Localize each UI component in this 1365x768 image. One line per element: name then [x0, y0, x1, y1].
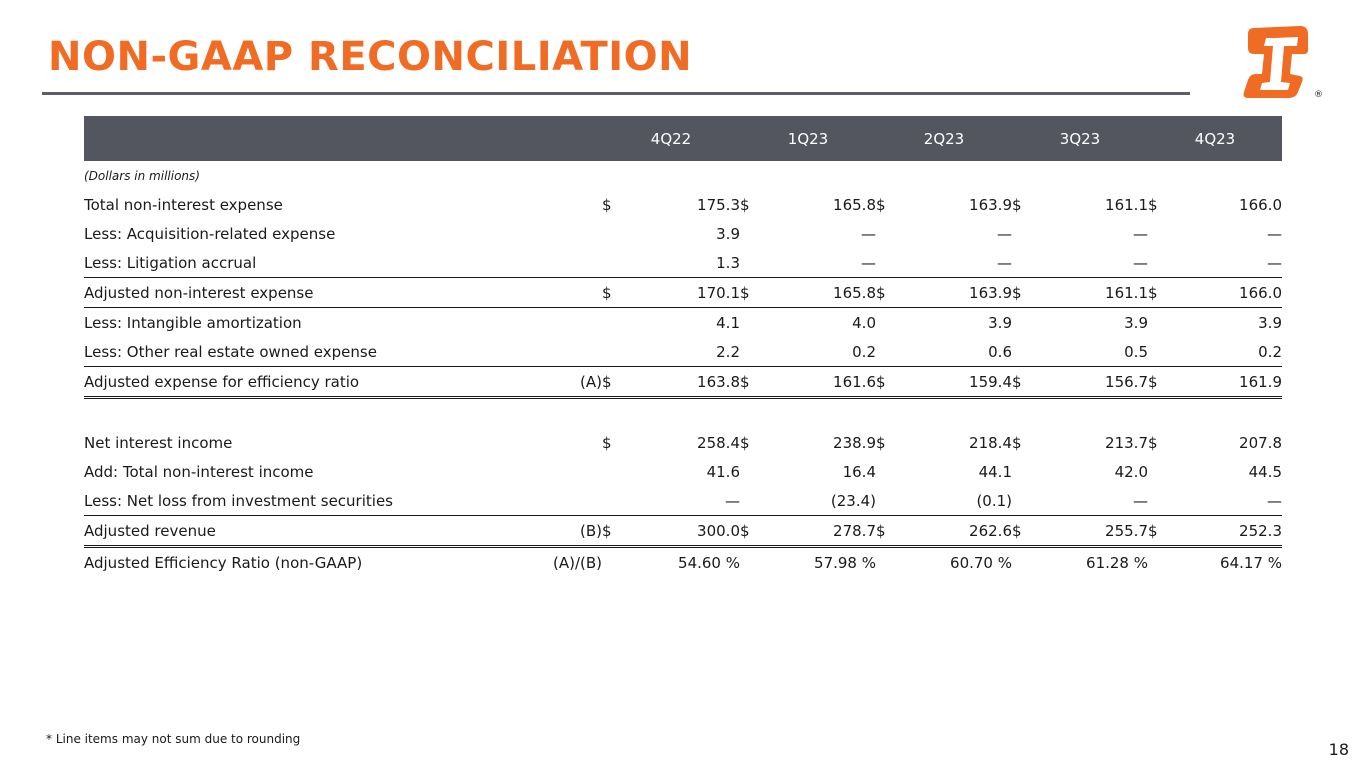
table-row [84, 190, 1282, 219]
cell-value: 41.6 [706, 462, 740, 481]
cell-value: 161.9 [1174, 367, 1282, 398]
row-reference: (B) [504, 516, 602, 547]
units-note-row [84, 161, 1282, 190]
currency-symbol [602, 547, 630, 578]
cell-value: 61.28 % [1086, 553, 1148, 572]
row-label: Adjusted revenue [84, 516, 504, 547]
row-reference [504, 278, 602, 308]
currency-symbol: $ [876, 195, 886, 214]
currency-symbol [602, 486, 630, 516]
currency-symbol [1012, 219, 1038, 248]
row-label: Net interest income [84, 433, 233, 452]
table-row [84, 428, 1282, 457]
table-row [84, 278, 1282, 308]
row-label: Less: Intangible amortization [84, 308, 504, 338]
row-reference [504, 457, 602, 486]
cell-value: 60.70 % [950, 553, 1012, 572]
currency-symbol [740, 308, 766, 338]
cell-value: 4.1 [630, 308, 740, 338]
currency-symbol: $ [876, 516, 902, 547]
currency-symbol: $ [876, 278, 902, 308]
currency-symbol: $ [740, 433, 750, 452]
currency-symbol: $ [740, 516, 766, 547]
cell-value: 64.17 % [1220, 553, 1282, 572]
row-label: Less: Acquisition-related expense [84, 224, 336, 243]
table-row [84, 547, 1282, 578]
currency-symbol [876, 337, 902, 367]
registered-mark: ® [1314, 90, 1323, 100]
currency-symbol: $ [1148, 195, 1158, 214]
row-label: Less: Net loss from investment securities [84, 491, 393, 510]
currency-symbol [1148, 486, 1174, 516]
currency-symbol [876, 547, 902, 578]
cell-value: — [1133, 253, 1148, 272]
currency-symbol: $ [602, 278, 630, 308]
currency-symbol: $ [1148, 516, 1174, 547]
column-header: 3Q23 [1012, 116, 1148, 161]
currency-symbol: $ [876, 433, 886, 452]
row-reference [504, 428, 602, 457]
page-number: 18 [1328, 740, 1349, 759]
currency-symbol [602, 219, 630, 248]
cell-value: — [1267, 224, 1282, 243]
currency-symbol [876, 248, 902, 278]
table-row [84, 367, 1282, 398]
cell-value: — [997, 224, 1012, 243]
company-logo-icon [1240, 24, 1322, 100]
currency-symbol [1012, 308, 1038, 338]
currency-symbol [1012, 457, 1038, 486]
table-row [84, 337, 1282, 367]
currency-symbol [1012, 248, 1038, 278]
row-label: Less: Litigation accrual [84, 253, 257, 272]
cell-value: 0.5 [1124, 342, 1148, 361]
cell-value: 170.1 [630, 278, 740, 308]
currency-symbol [1148, 248, 1174, 278]
cell-value: 3.9 [902, 308, 1012, 338]
currency-symbol [740, 457, 766, 486]
cell-value: (0.1) [976, 491, 1012, 510]
cell-value: — [861, 224, 876, 243]
cell-value: — [1267, 253, 1282, 272]
cell-value: 159.4 [902, 367, 1012, 398]
currency-symbol [1148, 547, 1174, 578]
currency-symbol: $ [602, 433, 612, 452]
currency-symbol [602, 308, 630, 338]
currency-symbol: $ [876, 367, 902, 398]
currency-symbol: $ [1012, 367, 1038, 398]
cell-value: (23.4) [830, 491, 876, 510]
row-label: Add: Total non-interest income [84, 462, 314, 481]
cell-value: — [725, 491, 740, 510]
cell-value: 54.60 % [678, 553, 740, 572]
cell-value: 3.9 [1038, 308, 1148, 338]
units-note: (Dollars in millions) [84, 168, 200, 183]
currency-symbol: $ [602, 516, 630, 547]
cell-value: 163.8 [630, 367, 740, 398]
cell-value: 163.9 [969, 195, 1012, 214]
spacer-row [84, 398, 1282, 429]
table-row [84, 486, 1282, 516]
row-label: Adjusted expense for efficiency ratio [84, 367, 504, 398]
table-row [84, 308, 1282, 338]
currency-symbol: $ [740, 367, 766, 398]
cell-value: 262.6 [902, 516, 1012, 547]
footnote: * Line items may not sum due to rounding [46, 732, 301, 746]
currency-symbol: $ [1148, 433, 1158, 452]
cell-value: 163.9 [902, 278, 1012, 308]
cell-value: 300.0 [630, 516, 740, 547]
currency-symbol [602, 457, 630, 486]
cell-value: 0.6 [988, 342, 1012, 361]
row-reference: (A) [504, 367, 602, 398]
currency-symbol: $ [740, 278, 766, 308]
row-reference [504, 337, 602, 367]
currency-symbol [1148, 219, 1174, 248]
currency-symbol: $ [740, 195, 750, 214]
cell-value: — [997, 253, 1012, 272]
currency-symbol: $ [602, 195, 612, 214]
cell-value: 278.7 [766, 516, 876, 547]
cell-value: — [861, 253, 876, 272]
row-reference [504, 248, 602, 278]
cell-value: — [1267, 491, 1282, 510]
cell-value: 0.2 [1258, 342, 1282, 361]
currency-symbol [876, 219, 902, 248]
column-header: 2Q23 [876, 116, 1012, 161]
currency-symbol [1012, 547, 1038, 578]
table-row [84, 516, 1282, 547]
currency-symbol: $ [1148, 367, 1174, 398]
column-header: 4Q23 [1148, 116, 1282, 161]
reconciliation-table [84, 116, 1282, 577]
cell-value: 166.0 [1239, 195, 1282, 214]
cell-value: 161.1 [1105, 195, 1148, 214]
currency-symbol [740, 547, 766, 578]
row-reference: (A)/(B) [552, 553, 602, 572]
currency-symbol: $ [1012, 195, 1022, 214]
cell-value: 4.0 [766, 308, 876, 338]
row-label: Adjusted non-interest expense [84, 278, 504, 308]
cell-value: 213.7 [1105, 433, 1148, 452]
currency-symbol [876, 486, 902, 516]
currency-symbol [1148, 337, 1174, 367]
currency-symbol [740, 486, 766, 516]
currency-symbol [876, 457, 902, 486]
currency-symbol [602, 337, 630, 367]
row-label: Total non-interest expense [84, 195, 283, 214]
currency-symbol: $ [602, 367, 630, 398]
currency-symbol [1012, 337, 1038, 367]
cell-value: 42.0 [1114, 462, 1148, 481]
cell-value: 44.1 [978, 462, 1012, 481]
cell-value: 207.8 [1239, 433, 1282, 452]
currency-symbol [740, 248, 766, 278]
cell-value: 16.4 [842, 462, 876, 481]
currency-symbol [602, 248, 630, 278]
cell-value: 161.1 [1038, 278, 1148, 308]
page-title: NON-GAAP RECONCILIATION [48, 34, 693, 80]
cell-value: 238.9 [833, 433, 876, 452]
cell-value: — [1133, 224, 1148, 243]
cell-value: 165.8 [833, 195, 876, 214]
row-label: Adjusted Efficiency Ratio (non-GAAP) [84, 553, 363, 572]
cell-value: 161.6 [766, 367, 876, 398]
cell-value: 2.2 [716, 342, 740, 361]
cell-value: 0.2 [852, 342, 876, 361]
cell-value: 175.3 [697, 195, 740, 214]
cell-value: 1.3 [716, 253, 740, 272]
row-label: Less: Other real estate owned expense [84, 342, 377, 361]
cell-value: 255.7 [1038, 516, 1148, 547]
currency-symbol [740, 337, 766, 367]
row-reference [504, 486, 602, 516]
row-reference [504, 308, 602, 338]
row-reference [504, 190, 602, 219]
currency-symbol: $ [1012, 433, 1022, 452]
currency-symbol [740, 219, 766, 248]
currency-symbol: $ [1012, 516, 1038, 547]
table-row [84, 457, 1282, 486]
cell-value: 166.0 [1174, 278, 1282, 308]
cell-value: 252.3 [1174, 516, 1282, 547]
column-header: 4Q22 [602, 116, 740, 161]
cell-value: 44.5 [1248, 462, 1282, 481]
cell-value: 218.4 [969, 433, 1012, 452]
column-header: 1Q23 [740, 116, 876, 161]
currency-symbol [1012, 486, 1038, 516]
cell-value: 258.4 [697, 433, 740, 452]
cell-value: 57.98 % [814, 553, 876, 572]
table-header-row [84, 116, 1282, 161]
cell-value: 3.9 [716, 224, 740, 243]
table-row [84, 219, 1282, 248]
cell-value: 156.7 [1038, 367, 1148, 398]
cell-value: — [1133, 491, 1148, 510]
row-reference [504, 219, 602, 248]
currency-symbol: $ [1012, 278, 1038, 308]
cell-value: 165.8 [766, 278, 876, 308]
currency-symbol: $ [1148, 278, 1174, 308]
currency-symbol [1148, 457, 1174, 486]
currency-symbol [876, 308, 902, 338]
title-divider [42, 92, 1190, 95]
cell-value: 3.9 [1174, 308, 1282, 338]
currency-symbol [1148, 308, 1174, 338]
table-row [84, 248, 1282, 278]
